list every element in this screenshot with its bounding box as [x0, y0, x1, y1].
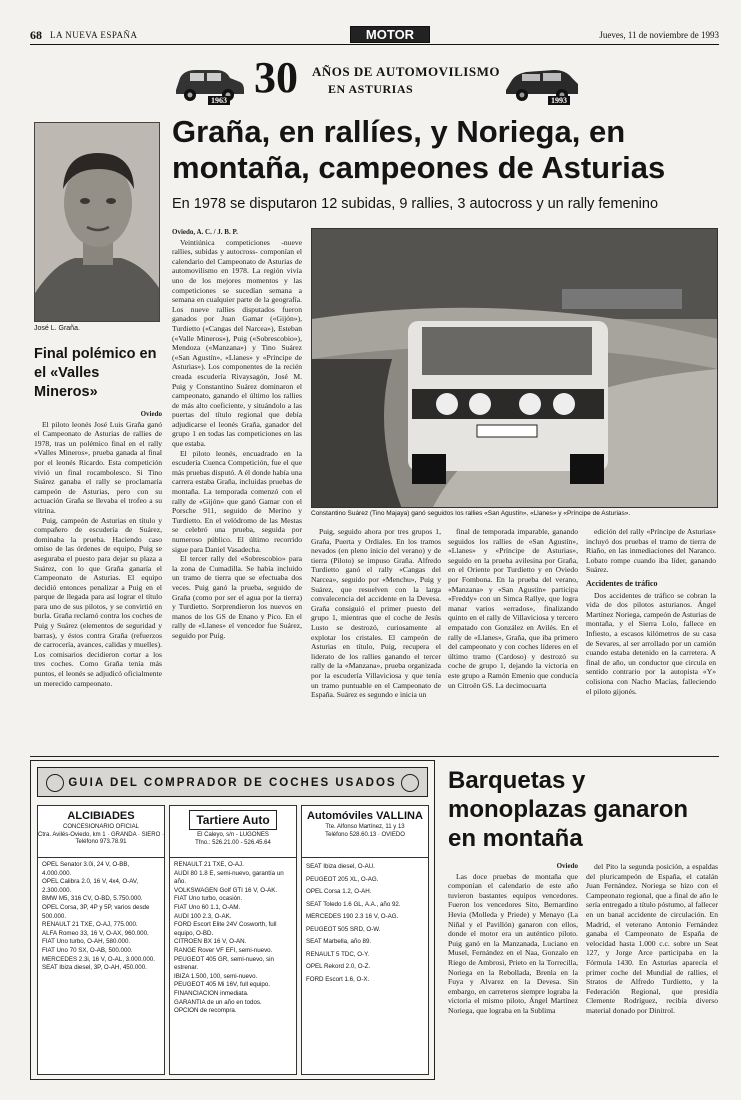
car-listing: OPCION de recompra. [174, 1007, 237, 1015]
car-listing: RENAULT 21 TXE, O-AJ. [174, 861, 244, 868]
car-listing: MERCEDES 2.3i, 16 V, O-AL, 3.000.000. [42, 955, 155, 963]
car-listing: FINANCIACION inmediata. [174, 989, 249, 997]
car-list [38, 858, 164, 976]
year-left: 1963 [208, 96, 230, 105]
second-headline: Barquetas y monoplazas ganaron en montaña [448, 767, 689, 852]
car-list [302, 858, 428, 989]
portrait-photo [34, 122, 160, 322]
page-number: 68 [30, 28, 42, 42]
car-listing: FIAT Uno turbo, O-AH, 580.000. [42, 938, 131, 946]
dealer-sub: Tte. Alfonso Martínez, 11 y 13 [325, 824, 405, 830]
main-paragraph: edición del rally «Príncipe de Asturias» incluyó dos pruebas el tramo de tierra de Riaño, en las inmediaciones del Naranco. Lobato rompe cuando iba líder, ganando Suárez. [586, 527, 716, 575]
main-paragraph: Puig, seguido ahora por tres grupos 1, Graña, Puerta y Ordiales. En los tramos nevados (en pleno inicio del verano) y de tierra (Piloto) se impuso Graña. Alfredo Turdietto ganó el rally «Cangas del Narcea», seguido por «Menchu», Puig y Suárez, que resuelven con la larga convalecencia del accidente en la Devesa. Graña consiguió el primer puesto del grupo 1, mientras que el coche de Jesús Lusto se destrozó, curiosamente al explotar los cristales. El campeón de Asturias en título, Puig, recupera el liderato de los rallies ganando el tercer rally de la «Manzana», prueba organizada por la escudería Villaviciosa y que tenía un tramo puntuable en el Campeonato de España. Suárez es segundo e inicia un [311, 527, 441, 700]
dealer-sub: El Caleyo, s/n - LUGONES [197, 832, 269, 838]
banner-line1: AÑOS DE AUTOMOVILISMO [312, 64, 500, 79]
car-listing: BMW M5, 316 CV, O-BD, 5.750.000. [42, 895, 143, 903]
car-listing: PEUGEOT 205 XL, O-AG. [306, 875, 379, 883]
car-listing: OPEL Rekord 2.0, O-Z. [306, 963, 371, 970]
guide-title [37, 767, 428, 797]
rally-car-icon [312, 229, 718, 508]
car-listing: SEAT Toledo 1.6 GL, A.A., año 92. [306, 900, 401, 908]
section-rule [30, 756, 719, 757]
car-listing: PEUGEOT 505 SRD, O-W. [306, 925, 381, 933]
side-paragraph: El piloto leonés José Luis Graña ganó el Campeonato de Asturias de rallies de 1978, tras un polémico final en el rally «Valles Mineros», prueba ganada al final por el leonés Ricardo. Esta competición vivió un final rocambolesco. Si Tino Suárez ganaba el rally se proclamaría campeón de Asturias, pero con su actuación Graña se llevaba el trofeo a su vitrina. [34, 419, 162, 515]
dealer-name: ALCIBIADES [67, 810, 135, 822]
dealer-sub: CONCESIONARIO OFICIAL [62, 824, 139, 830]
page-header [30, 26, 719, 44]
main-paragraph: final de temporada imparable, ganando seguidos los rallies de «San Agustín», «Llanes» y «Príncipe de Asturias», seguido en la prueba avilesina por Graña, en el Oriente por Turdietto y en Oviedo por Fombona. En la prueba del verano, «Manzana» y «San Agustín» participa «Freddy» con un Simca Rallye, que logra manar varios «errados», finalizando quinto en el rally de Villaviciosa y tercero empatado con González en Avilés. En el rally de «Llanes», Graña, que iba primero del campeonato y con coches líderes en el último tramo (Cardoso) y destrozó su coche de grupo 1, dejando la victoria en este grupo a Ramón Emenio que conducía un Citroën GS. La decimocuarta [448, 527, 578, 690]
second-paragraph: Las doce pruebas de montaña que componían el calendario de este año tuvieron bastantes equipos vencedores. Fueron los vencedores Sito, Bernardino Hevia (Molleda y Priede) y Menayo (La Niñal y el Pavillón) ganaron con ellos, donde el motor era un auténtico piloto. Puig ganó en la Manzanada, Luciano en Musel, Fernández en el Naa, Gonzalo en Riego de Ambrosi, Prieto en la Torrecilla, Noriega en la Rebollada, Brenla en la Fuya y Alvarez en la Devesa. Sin embargo, en carreteros siempre lograba la victoria el mismo piloto, Ángel Martínez Noriega, que lograba en la Sublima [448, 871, 578, 1015]
dealer-address: Ctra. Avilés-Oviedo, km 1 · GRANDA · SIERO · Teléfono 973.78.91 [38, 832, 164, 845]
dealer-ad-alcibiades [37, 805, 165, 1075]
side-story-body [34, 410, 162, 750]
mercedes-logo-icon [46, 774, 64, 792]
guide-title-text: GUIA DEL COMPRADOR DE COCHES USADOS [68, 777, 397, 789]
second-story-col [586, 862, 718, 1082]
car-listing: AUDI 100 2.3, O-AK. [174, 912, 232, 920]
car-listing: ALFA Romeo 33, 16 V, O-AX, 960.000. [42, 929, 149, 937]
header-rule [30, 44, 719, 45]
rally-car-photo [311, 228, 718, 508]
ad-header [170, 806, 296, 858]
car-listing: VOLKSWAGEN Golf GTI 16 V, O-AK. [174, 886, 278, 894]
main-byline: Oviedo, A. C. / J. B. P. [172, 228, 238, 236]
mercedes-logo-icon [401, 774, 419, 792]
anniversary-banner [170, 52, 580, 110]
dealer-address: Teléfono 528.60.13 · OVIEDO [325, 832, 405, 838]
main-subhead: En 1978 se disputaron 12 subidas, 9 rallies, 3 autocross y un rally femenino [172, 196, 659, 212]
car-listing: FIAT Uno turbo, ocasión. [174, 895, 243, 903]
issue-date: Jueves, 11 de noviembre de 1993 [599, 30, 719, 40]
main-story-col [586, 527, 716, 750]
banner-line2: EN ASTURIAS [328, 82, 414, 96]
car-listing: OPEL Corsa 1.2, O-AH. [306, 888, 372, 895]
person-photo-icon [35, 123, 160, 322]
car-listing: SEAT Ibiza diesel, 3P, O-AH, 450.000. [42, 964, 147, 972]
photo-caption: Constantino Suárez (Tino Majaya) ganó seguidos los rallies «San Agustín», «Llanes» y «Príncipe de Asturias». [311, 510, 631, 517]
car-listing: CITROEN BX 16 V, O-AN. [174, 938, 247, 946]
dealer-ad-tartiere [169, 805, 297, 1075]
car-listing: PEUGEOT 405 GR, semi-nuevo, sin estrenar. [174, 955, 274, 972]
dealer-ad-vallina [301, 805, 429, 1075]
main-story-col [448, 527, 578, 750]
car-listing: SEAT Ibiza diesel, O-AU. [306, 863, 375, 870]
used-car-guide [30, 760, 435, 1080]
car-listing: FIAT Uno 60 1.1, O-AM. [174, 903, 241, 911]
car-listing: FORD Escort Elite 24V Cosworth, full equipo, O-BD. [174, 921, 277, 937]
portrait-caption: José L. Graña. [34, 325, 80, 332]
main-paragraph: Veintiúnica competiciones -nueve rallies, subidas y autocross- componían el calendario del Campeonato de Asturias de automovilismo en 1978. La región vivía uno de los mejores momentos y las competiciones se sucedían semana a semana en cualquier parte de la geografía. Los nueve rallies disputados fueron ganados por Juan Gamar («Gijón»), Turdietto («Cangas del Narcea»), Esteban («Valle Mineros»), Puig («Sobrescobio»), Mendoza («Manzana») y Tino Suárez («San Agustín», «Llanes» y «Príncipe de Asturias»). Los componentes de la recién creada escudería Rivaysagón, José M. Puig y Constantino Suárez dominaron el campeonato, ganando el último los rallies de más alto coeficiente, y situándolo a las puertas del título regional que debía adjudicarse el leonés Graña, ganador del grupo 1 en todas las competiciones en las que estaba. [172, 237, 302, 449]
side-paragraph: Puig, campeón de Asturias en título y compañero de escudería de Suárez, dominaba la prueba. Haciendo caso omiso de las órdenes de equipo, Puig se aseguraba el puesto para dejar su plaza a Suárez, con lo que Graña ganaría el Campeonato de Asturias. El equipo decidió entonces penalizar a Puig en el parque de llegada para así lograr el título para uno de sus pilotos, y se convirtió en burla. Graña reclamó contra los coches de Puig y Suárez (elementos de seguridad y barras), y éstos contra Graña (refuerzos de carrocería, avances, calidas y muelles). Los comisarios decidieron cortar a los tres coches. Como Graña tenía más puntos, el leonés se adjudicó oficialmente un merecido campeonato. [34, 515, 162, 688]
banner-number: 30 [254, 53, 298, 102]
dealer-name: Automóviles VALLINA [307, 810, 423, 822]
section-label: MOTOR [350, 26, 430, 43]
ad-header [302, 806, 428, 858]
car-listing: IBIZA 1.500, 100, semi-nuevo. [174, 972, 258, 980]
car-listing: MERCEDES 190 2.3 16 V, O-AG. [306, 913, 399, 920]
main-paragraph: Dos accidentes de tráfico se cobran la vida de dos pilotos asturianos. Ángel Martínez Noriega, campeón de Asturias de montaña, y el Sierra Lolo, fallece en Infiesto, a escasos kilómetros de su casa de Sevares, al ser arrollado por un camión cuando estaba detenido en la carretera. A final de año, un conductor que circula en sentido contrario por la autopista «Y» colisiona con Nacho Macías, falleciendo el piloto gijonés. [586, 590, 716, 696]
year-right: 1993 [548, 96, 570, 105]
second-story-col [448, 862, 578, 1082]
side-story-title: Final polémico en el «Valles Mineros» [34, 346, 157, 400]
car-listing: RENAULT 5 TDC, O-Y. [306, 950, 370, 958]
car-list [170, 858, 296, 1019]
car-listing: FORD Escort 1.6, O-X. [306, 975, 370, 983]
car-listing: FIAT Uno 70 SX, O-AB, 500.000. [42, 946, 133, 954]
second-byline: Oviedo [556, 862, 578, 870]
side-byline: Oviedo [140, 410, 162, 418]
main-story-col [172, 228, 302, 750]
subheading-accidents: Accidentes de tráfico [586, 578, 658, 588]
newspaper-name: LA NUEVA ESPAÑA [50, 30, 138, 40]
main-story-col [311, 527, 441, 750]
car-listing: GARANTIA de un año en todos. [174, 998, 262, 1006]
dealer-address: Tfno.: 526.21.00 - 526.45.64 [195, 840, 271, 846]
car-listing: OPEL Corsa, 3P, 4P y 5P, varios desde 500.000. [42, 903, 150, 920]
car-listing: SEAT Marbella, año 89. [306, 938, 372, 945]
main-headline: Graña, en rallíes, y Noriega, en montaña, campeones de Asturias [172, 114, 666, 185]
car-listing: RANGE Rover VF EFI, semi-nuevo. [174, 946, 273, 954]
car-listing: RENAULT 21 TXE, O-AJ, 775.000. [42, 921, 138, 929]
car-listing: OPEL Senator 3.0i, 24 V, O-BB, 4.000.000. [42, 861, 130, 877]
car-listing: OPEL Calibra 2.0, 16 V, 4x4, O-AV, 2.300.000. [42, 878, 139, 894]
dealer-name: Tartiere Auto [189, 810, 276, 830]
ad-header [38, 806, 164, 858]
main-paragraph: El tercer rally del «Sobrescobio» para la zona de Cumadilla. Se había incluido un tramo de tierra que se efectuaba dos veces. Puig ganó la prueba, seguido de Graña (como por ser el agua por la tierra) y Turdietto. Sorprendieron los nuevos en manos de los GS de Enano y Pico. En el rally de «Llanes» el vencedor fue Suárez, seguido por Puig. [172, 554, 302, 640]
main-paragraph: El piloto leonés, encuadrado en la escudería Cuenca Competición, fue el que más pruebas disputó. A él donde había una carrera estaba Graña, incluidas pruebas de montaña. La temporada comenzó con el rally de «Gijón» que ganó Gamar con el Porsche 911, seguido de Merino y Turdietto. En el velódromo de las Mestas se celebró una prueba, seguida por numeroso público. El último recorrido sigue para Daniel Vasadecha. [172, 448, 302, 554]
second-paragraph: del Pito la segunda posición, a espaldas del pluricampeón de España, el catalán Juan Fernández. Noriega se hizo con el Campeonato regional, que a final de año le sería entregado a título póstumo, al fallecer en un banal accidente de circulación. En Madrid, el veterano Antonio Fernández ganaba el Campeonato de España de velocidad hasta 1.000 c.c. sobre un Seat 127, y Jorge Arce participaba en la Fórmula 1430. En Asturias aparecía el primer coche del Mundial de rallies, el Stratos de Alfredo Turdietto, y la Federación Regional, que presidía Clemente Rodríguez, recibía diverso material donado por Dinitrol. [586, 862, 718, 1015]
car-listing: PEUGEOT 405 Mi 16V, full equipo. [174, 981, 270, 989]
car-listing: AUDI 80 1.8 E, semi-nuevo, garantía un año. [174, 869, 284, 886]
